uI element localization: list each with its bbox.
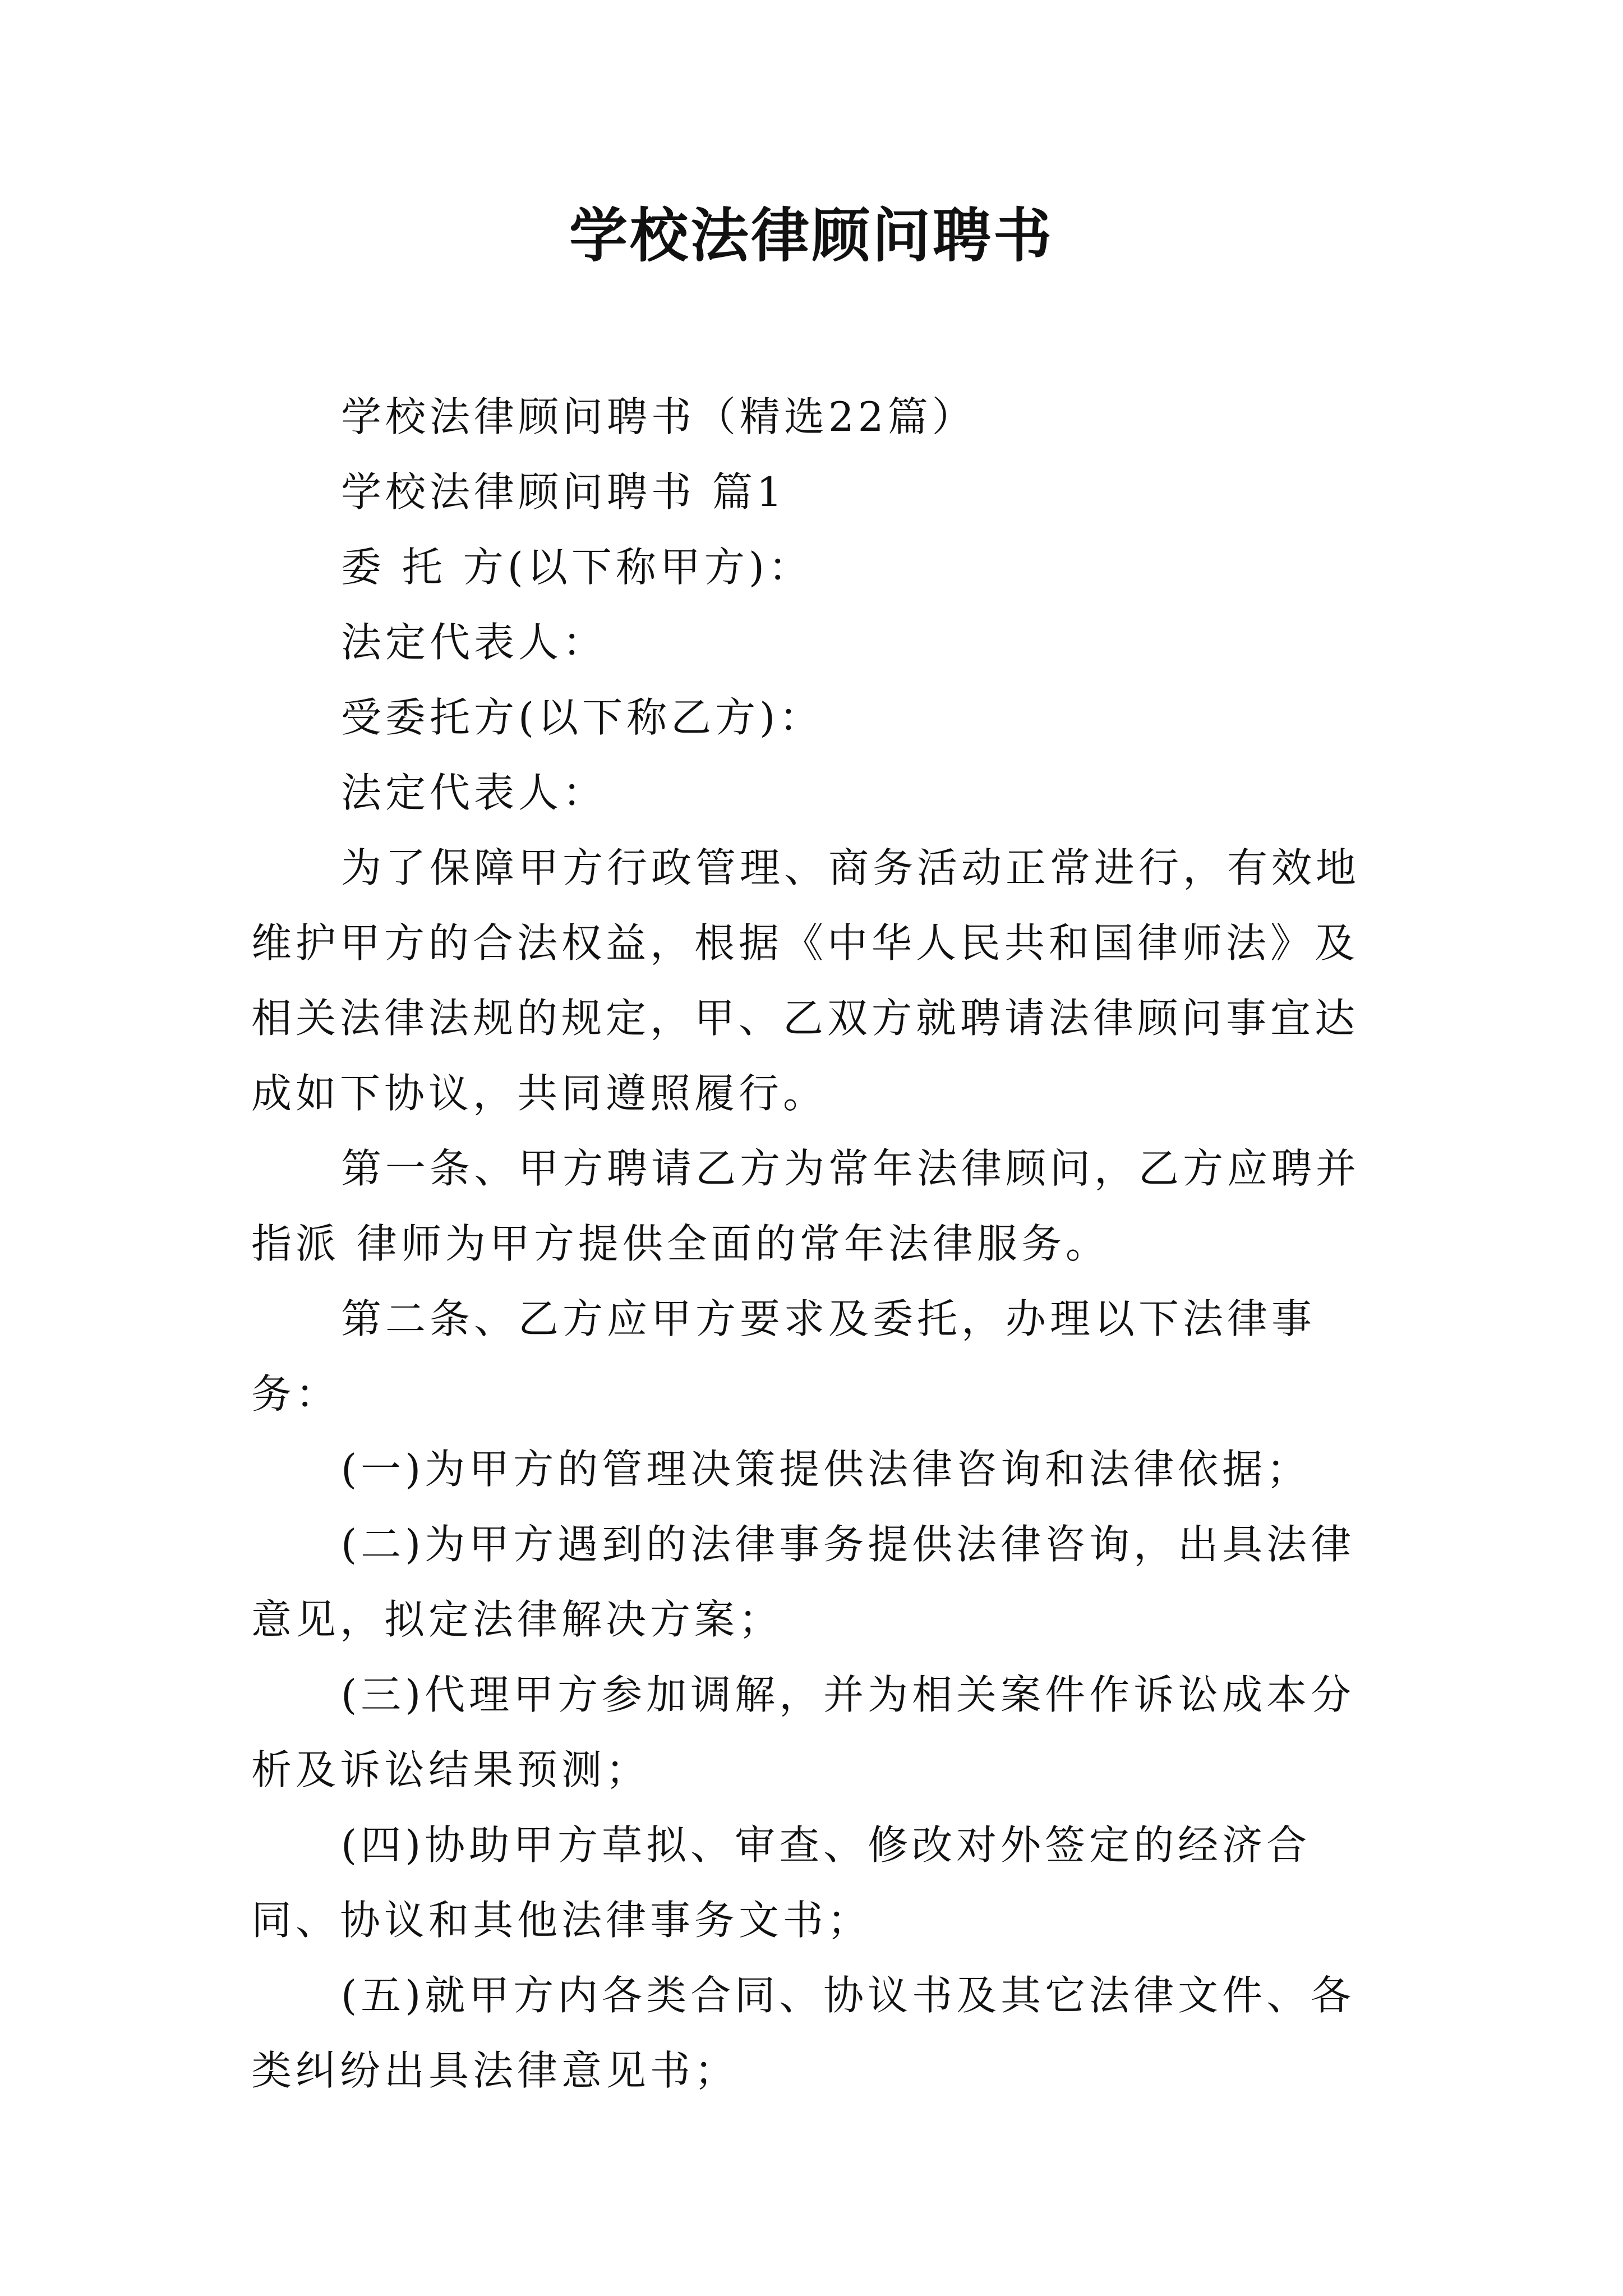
paragraph-item-5: (五)就甲方内各类合同、协议书及其它法律文件、各类纠纷出具法律意见书； [251, 1972, 1355, 2094]
document-title: 学校法律顾问聘书 [569, 201, 1054, 270]
paragraph-party-b: 受委托方(以下称乙方)： [341, 694, 824, 741]
paragraph-item-4: (四)协助甲方草拟、审查、修改对外签定的经济合同、协议和其他法律事务文书； [251, 1821, 1311, 1944]
paragraph-section-heading: 学校法律顾问聘书 篇1 [341, 468, 786, 516]
paragraph-item-3: (三)代理甲方参加调解，并为相关案件作诉讼成本分析及诉讼结果预测； [251, 1671, 1355, 1793]
paragraph-purpose: 为了保障甲方行政管理、商务活动正常进行，有效地维护甲方的合法权益，根据《中华人民共和国律师法》及相关法律法规的规定，甲、乙双方就聘请法律顾问事宜达成如下协议，共同遵照履行。 [251, 844, 1361, 1117]
paragraph-article-1: 第一条、甲方聘请乙方为常年法律顾问，乙方应聘并指派 律师为甲方提供全面的常年法律服务。 [251, 1145, 1361, 1267]
paragraph-party-a-representative: 法定代表人： [341, 619, 607, 666]
paragraph-subtitle: 学校法律顾问聘书（精选22篇） [341, 393, 976, 440]
paragraph-article-2: 第二条、乙方应甲方要求及委托，办理以下法律事务： [251, 1295, 1316, 1418]
paragraph-item-1: (一)为甲方的管理决策提供法律咨询和法律依据； [341, 1446, 1311, 1493]
paragraph-item-2: (二)为甲方遇到的法律事务提供法律咨询，出具法律意见，拟定法律解决方案； [251, 1521, 1355, 1643]
paragraph-party-b-representative: 法定代表人： [341, 769, 607, 816]
paragraph-party-a: 委 托 方(以下称甲方)： [341, 544, 813, 591]
document-body [251, 379, 1378, 2108]
